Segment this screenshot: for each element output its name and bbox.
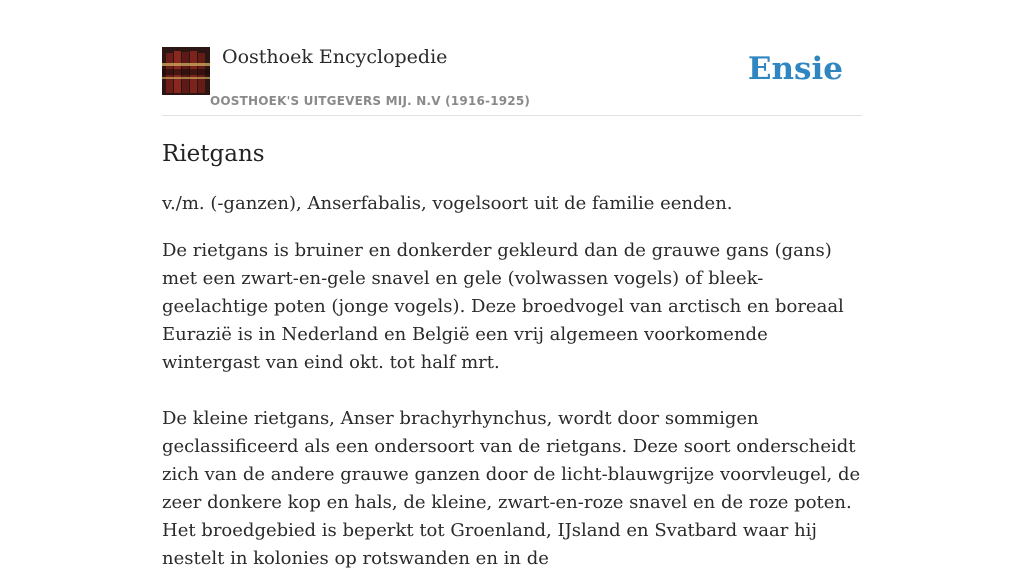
- ensie-logo[interactable]: Ensie: [747, 51, 843, 87]
- publication-header: [162, 46, 862, 116]
- entry-content: [162, 138, 862, 573]
- publication-title[interactable]: Oosthoek Encyclopedie: [222, 46, 448, 68]
- header-divider: [162, 115, 862, 116]
- publisher-label: OOSTHOEK'S UITGEVERS MIJ. N.V (1916-1925): [210, 94, 531, 108]
- publication-logo-icon[interactable]: [162, 47, 210, 95]
- entry-title: Rietgans: [162, 141, 265, 167]
- entry-paragraph: De rietgans is bruiner en donkerder gekleurd dan de grauwe gans (gans) met een zwart-en-gele snavel en gele (volwassen vogels) of bleek-geelachtige poten (jonge vogels). Deze broedvogel van arctisch en boreaal Eurazië is in Nederland en België een vrij algemeen voorkomende wintergast van eind okt. tot half mrt.: [162, 240, 844, 373]
- entry-paragraph: De kleine rietgans, Anser brachyrhynchus, wordt door sommigen geclassificeerd als een ondersoort van de rietgans. Deze soort onderscheidt zich van de andere grauwe ganzen door de licht-blauwgrijze voorvleugel, de zeer donkere kop en hals, de kleine, zwart-en-roze snavel en de roze poten. Het broedgebied is beperkt tot Groenland, IJsland en Svatbard waar hij nestelt in kolonies op rotswanden en in de: [162, 408, 861, 569]
- entry-definition: v./m. (-ganzen), Anserfabalis, vogelsoort uit de familie eenden.: [162, 193, 733, 214]
